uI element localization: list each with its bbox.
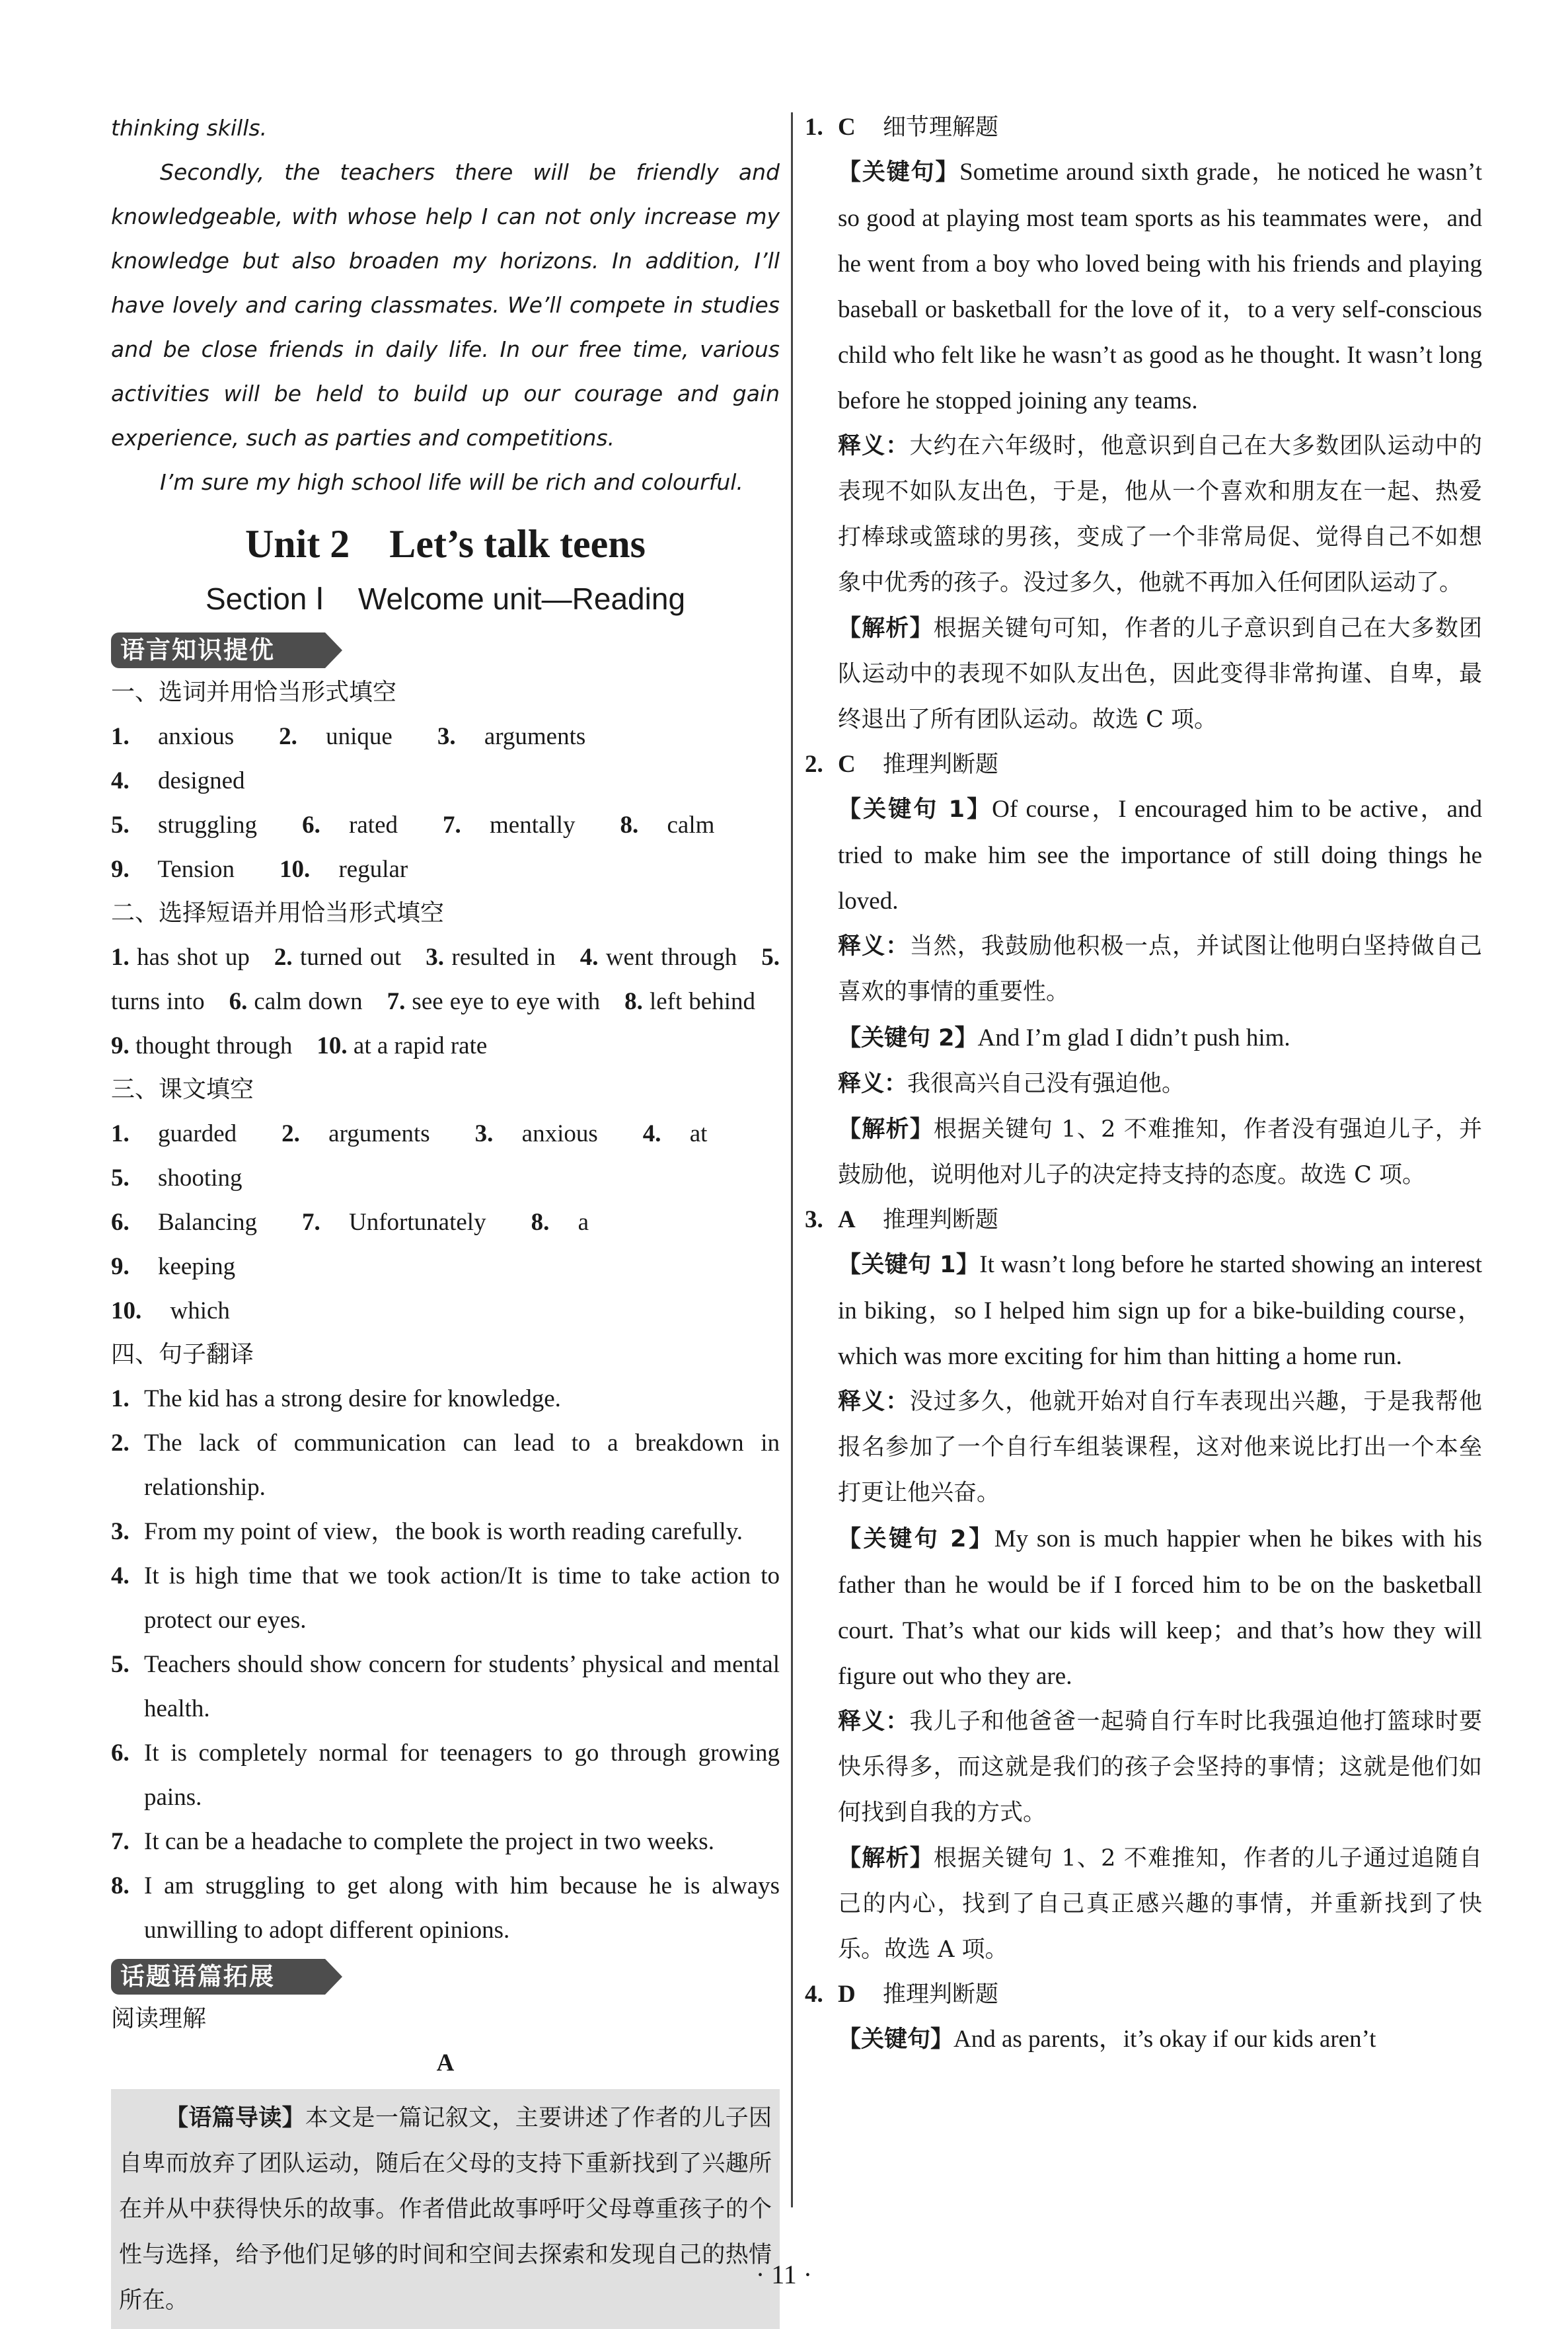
- guide-body: 本文是一篇记叙文，主要讲述了作者的儿子因自卑而放弃了团队运动，随后在父母的支持下重新找到了兴趣所在并从中获得快乐的故事。作者借此故事呼吁父母尊重孩子的个性与选择，给予他们足够的时间和空间去探索和发现自己的热情所在。: [119, 2105, 772, 2314]
- explanation: [838, 1107, 1482, 1198]
- unit-title: Unit 2 Let’s talk teens: [244, 522, 646, 566]
- explanation: [838, 924, 1482, 1015]
- question-block: [805, 149, 1482, 424]
- explanation: [838, 606, 1482, 743]
- translation-item: [111, 1377, 780, 1421]
- question-number: 1.: [805, 114, 823, 141]
- block-text: And I’m glad I didn’t push him.: [977, 1024, 1290, 1051]
- column-divider: [791, 112, 793, 2207]
- answer-item: [111, 1289, 252, 1333]
- answer-number: 9.: [111, 856, 130, 883]
- translation-item: [111, 1421, 780, 1509]
- answer-item: [111, 759, 268, 803]
- question-block: [805, 1379, 1482, 1516]
- part-heading: 三、课文填空: [111, 1076, 254, 1103]
- item-text: From my point of view，the book is worth reading carefully.: [144, 1518, 743, 1545]
- answer-text: guarded: [151, 1120, 237, 1147]
- answer-number: 9.: [111, 1253, 130, 1280]
- answer-text: arguments: [322, 1120, 430, 1147]
- question-header: [805, 1198, 1482, 1242]
- block-text: 没过多久，他就开始对自行车表现出兴趣，于是我帮他报名参加了一个自行车组装课程，这对他来说比打出一个本垒打更让他兴奋。: [838, 1389, 1482, 1506]
- question-type: 推理判断题: [883, 751, 999, 778]
- answer-item: [279, 714, 415, 759]
- answer-text: shooting: [151, 1164, 243, 1192]
- answer-text: designed: [151, 767, 245, 794]
- question-answer: D: [838, 1981, 856, 2008]
- explanation: [838, 424, 1482, 606]
- translation-item: [111, 1819, 780, 1864]
- explanation: [838, 1379, 1482, 1516]
- banner-label: 语言知识提优: [120, 636, 275, 664]
- item-text: The kid has a strong desire for knowledge.: [144, 1385, 561, 1412]
- answer-number: 4.: [579, 944, 599, 971]
- essay-paragraph: thinking skills.: [111, 115, 268, 141]
- explanation: [838, 1061, 1482, 1107]
- guide-label: 【语篇导读】: [165, 2105, 305, 2131]
- answer-number: 6.: [111, 1209, 130, 1236]
- translation-list: [111, 1377, 780, 1952]
- question-number: 2.: [805, 751, 823, 778]
- answer-number: 10.: [317, 1032, 348, 1059]
- item-number: 1.: [111, 1385, 130, 1412]
- block-label: 【关键句】: [838, 159, 960, 186]
- key-sentence: [838, 1242, 1482, 1379]
- question-type: 推理判断题: [883, 1207, 999, 1233]
- answer-text: left behind: [642, 988, 780, 1015]
- block-label: 【关键句 1】: [838, 796, 992, 823]
- answer-number: 3.: [437, 723, 456, 750]
- answer-text: Tension: [151, 856, 235, 883]
- question-block: [805, 924, 1482, 1015]
- answer-number: 8.: [531, 1209, 550, 1236]
- answer-number: 2.: [274, 944, 293, 971]
- key-sentence: [838, 2016, 1482, 2063]
- answer-item: [437, 714, 608, 759]
- answer-text: arguments: [478, 723, 586, 750]
- block-text: 根据关键句可知，作者的儿子意识到自己在大多数团队运动中的表现不如队友出色，因此变得非常拘谨、自卑，最终退出了所有团队运动。故选 C 项。: [838, 615, 1482, 733]
- question-header: [805, 1973, 1482, 2016]
- answer-list: [111, 1112, 780, 1333]
- translation-item: [111, 1731, 780, 1819]
- answer-item: [280, 847, 430, 892]
- translation-item: [111, 1509, 780, 1554]
- block-text: Of course，I encouraged him to be active，and tried to make him see the importance of still doing things he loved.: [838, 796, 1482, 915]
- answer-row: [111, 1289, 780, 1333]
- essay-paragraph: Secondly, the teachers there will be friendly and knowledgeable, with whose help I can not only increase my knowledge but also broaden my horizons. In addition, I’ll have lovely and caring classmates. We’ll compete in studies and be close friends in daily life. In our free time, various activities will be held to build up our courage and gain experience, such as parties and competitions.: [111, 159, 780, 451]
- question-answer: C: [838, 751, 856, 778]
- answer-item: [302, 1200, 509, 1244]
- answer-text: resulted in: [444, 944, 580, 971]
- answer-item: [111, 847, 257, 892]
- answer-text: at a rapid rate: [347, 1032, 488, 1059]
- answer-item: [111, 1156, 264, 1200]
- answer-number: 5.: [111, 1164, 130, 1192]
- item-number: 5.: [111, 1651, 130, 1678]
- answer-text: calm: [661, 812, 715, 839]
- block-label: 释义：: [838, 1071, 908, 1097]
- answer-text: Unfortunately: [342, 1209, 486, 1236]
- section-banner: [111, 632, 342, 668]
- item-text: It is completely normal for teenagers to go through growing pains.: [144, 1739, 780, 1811]
- translation-item: [111, 1554, 780, 1642]
- block-label: 【解析】: [838, 615, 934, 642]
- answer-number: 2.: [281, 1120, 300, 1147]
- block-text: Sometime around sixth grade，he noticed he wasn’t so good at playing most team sports as his teammates were，and he went from a boy who loved being with his friends and playing baseball or basketball for the love of it，to a very self-conscious child who felt like he wasn’t as good as he thought. It wasn’t long before he stopped joining any teams.: [838, 159, 1482, 414]
- question-block: [805, 1836, 1482, 1973]
- answer-text: a: [572, 1209, 589, 1236]
- item-text: It is high time that we took action/It is time to take action to protect our eyes.: [144, 1562, 780, 1634]
- answer-text: turns into: [111, 988, 229, 1015]
- translation-item: [111, 1642, 780, 1731]
- answer-number: 7.: [387, 988, 406, 1015]
- answer-item: [111, 803, 280, 847]
- block-text: 当然，我鼓励他积极一点，并试图让他明白坚持做自己喜欢的事情的重要性。: [838, 933, 1482, 1005]
- answer-item: [531, 1200, 611, 1244]
- question-type: 细节理解题: [883, 114, 999, 141]
- section-title: Section Ⅰ Welcome unit—Reading: [205, 582, 686, 616]
- part-heading: 二、选择短语并用恰当形式填空: [111, 899, 445, 927]
- answer-row: [111, 1200, 780, 1289]
- answer-text: struggling: [151, 812, 258, 839]
- question-block: [805, 1516, 1482, 1699]
- answer-number: 2.: [279, 723, 297, 750]
- answer-item: [111, 1200, 280, 1244]
- answer-text: calm down: [247, 988, 387, 1015]
- part-heading: 一、选词并用恰当形式填空: [111, 679, 397, 706]
- block-label: 释义：: [838, 933, 910, 960]
- block-label: 【关键句 2】: [838, 1526, 994, 1552]
- block-text: It wasn’t long before he started showing an interest in biking，so I helped him sign up for a bike-building course，which was more exciting for him than hitting a home run.: [838, 1251, 1482, 1370]
- answer-number: 1.: [111, 723, 130, 750]
- answer-text: unique: [319, 723, 392, 750]
- block-text: My son is much happier when he bikes with his father than he would be if I forced him to be on the basketball court. That’s what our kids will keep；and that’s how they will figure out who they are.: [838, 1525, 1483, 1690]
- question-answer: A: [838, 1206, 856, 1233]
- item-text: Teachers should show concern for students’ physical and mental health.: [144, 1651, 780, 1722]
- answer-row: [111, 847, 780, 892]
- item-number: 4.: [111, 1562, 130, 1589]
- answer-item: [111, 1112, 259, 1156]
- block-label: 【关键句】: [838, 2026, 954, 2053]
- question-block: [805, 1061, 1482, 1107]
- answer-row: [111, 803, 780, 847]
- question-block: [805, 606, 1482, 743]
- answer-item: [443, 803, 597, 847]
- block-label: 释义：: [838, 433, 910, 459]
- answer-text: went through: [598, 944, 762, 971]
- answer-number: 7.: [302, 1209, 320, 1236]
- key-sentence: [838, 1516, 1482, 1699]
- answer-text: mentally: [483, 812, 576, 839]
- block-text: 大约在六年级时，他意识到自己在大多数团队运动中的表现不如队友出色，于是，他从一个喜欢和朋友在一起、热爱打棒球或篮球的男孩，变成了一个非常局促、觉得自己不如想象中优秀的孩子。没过多久，他就不再加入任何团队运动了。: [838, 433, 1482, 596]
- item-number: 7.: [111, 1828, 130, 1855]
- answer-number: 6.: [302, 812, 320, 839]
- answer-number: 5.: [761, 944, 780, 971]
- answer-text: has shot up: [129, 944, 274, 971]
- answer-number: 9.: [111, 1032, 130, 1059]
- right-column: [805, 106, 1482, 2063]
- answer-row: [111, 714, 780, 803]
- block-text: 我儿子和他爸爸一起骑自行车时比我强迫他打篮球时要快乐得多，而这就是我们的孩子会坚持的事情；这就是他们如何找到自我的方式。: [838, 1708, 1482, 1826]
- page-number: · 11 ·: [755, 2260, 813, 2289]
- answer-item: [643, 1112, 730, 1156]
- answer-text: turned out: [292, 944, 426, 971]
- banner-label: 话题语篇拓展: [120, 1962, 275, 1991]
- item-number: 6.: [111, 1739, 130, 1767]
- left-column: [111, 106, 780, 2329]
- explanation: [838, 1836, 1482, 1973]
- answer-number: 7.: [443, 812, 461, 839]
- translation-item: [111, 1864, 780, 1952]
- block-label: 【关键句 1】: [838, 1252, 980, 1278]
- answer-text: thought through: [129, 1032, 317, 1059]
- essay-paragraph: I’m sure my high school life will be rich and colourful.: [160, 469, 743, 495]
- question-number: 3.: [805, 1206, 823, 1233]
- item-number: 3.: [111, 1518, 130, 1545]
- question-block: [805, 786, 1482, 924]
- answer-number: 4.: [642, 1120, 661, 1147]
- section-banner: [111, 1959, 342, 1995]
- answer-item: [111, 714, 256, 759]
- question-block: [805, 1015, 1482, 1061]
- answer-text: regular: [332, 856, 408, 883]
- answer-list: [111, 714, 780, 892]
- answer-number: 3.: [474, 1120, 494, 1147]
- answer-number: 1.: [111, 944, 130, 971]
- question-block: [805, 1699, 1482, 1836]
- question-header: [805, 743, 1482, 786]
- block-text: 我很高兴自己没有强迫他。: [907, 1071, 1185, 1097]
- item-number: 2.: [111, 1430, 130, 1457]
- question-type: 推理判断题: [883, 1981, 999, 2008]
- answer-text: which: [164, 1297, 230, 1324]
- answer-number: 8.: [620, 812, 639, 839]
- passage-label: A: [436, 2049, 455, 2077]
- answer-item: [475, 1112, 620, 1156]
- question-block: [805, 1107, 1482, 1198]
- answer-number: 10.: [279, 856, 311, 883]
- answer-text: see eye to eye with: [405, 988, 625, 1015]
- item-text: It can be a headache to complete the project in two weeks.: [144, 1828, 714, 1855]
- answer-text: at: [683, 1120, 708, 1147]
- answer-text: anxious: [515, 1120, 598, 1147]
- answer-number: 6.: [229, 988, 248, 1015]
- answer-number: 10.: [111, 1297, 142, 1324]
- answer-text: rated: [342, 812, 398, 839]
- answer-number: 3.: [426, 944, 445, 971]
- question-answer: C: [838, 114, 856, 141]
- block-text: 根据关键句 1、2 不难推知，作者的儿子通过追随自己的内心，找到了自己真正感兴趣的事情，并重新找到了快乐。故选 A 项。: [838, 1845, 1482, 1963]
- item-text: I am struggling to get along with him because he is always unwilling to adopt different opinions.: [144, 1872, 780, 1944]
- key-sentence: [838, 786, 1482, 924]
- question-block: [805, 1242, 1482, 1379]
- explanation: [838, 1699, 1482, 1836]
- question-block: [805, 424, 1482, 606]
- answer-text: Balancing: [151, 1209, 258, 1236]
- block-label: 【关键句 2】: [838, 1025, 978, 1051]
- block-label: 【解析】: [838, 1116, 934, 1143]
- part-heading: 四、句子翻译: [111, 1341, 254, 1368]
- question-block: [805, 2016, 1482, 2063]
- answer-item: [302, 803, 420, 847]
- answer-list: [111, 935, 780, 1068]
- key-sentence: [838, 149, 1482, 424]
- item-number: 8.: [111, 1872, 130, 1899]
- block-text: 根据关键句 1、2 不难推知，作者没有强迫儿子，并鼓励他，说明他对儿子的决定持支持的态度。故选 C 项。: [838, 1116, 1482, 1188]
- block-label: 释义：: [838, 1708, 910, 1735]
- question-number: 4.: [805, 1981, 823, 2008]
- answer-item: [111, 1244, 258, 1289]
- block-text: And as parents，it’s okay if our kids aren’t: [953, 2026, 1376, 2053]
- answer-number: 8.: [624, 988, 643, 1015]
- answer-number: 5.: [111, 812, 130, 839]
- answer-item: [620, 803, 737, 847]
- answer-item: [281, 1112, 452, 1156]
- answer-text: keeping: [151, 1253, 236, 1280]
- reading-heading: 阅读理解: [111, 2005, 207, 2032]
- item-text: The lack of communication can lead to a breakdown in relationship.: [144, 1430, 780, 1501]
- answer-text: anxious: [151, 723, 235, 750]
- block-label: 释义：: [838, 1389, 910, 1415]
- question-header: [805, 106, 1482, 149]
- passage-guide: [111, 2089, 780, 2329]
- answer-row: [111, 1112, 780, 1200]
- block-label: 【解析】: [838, 1845, 934, 1872]
- answer-number: 1.: [111, 1120, 130, 1147]
- key-sentence: [838, 1015, 1482, 1061]
- answer-number: 4.: [111, 767, 130, 794]
